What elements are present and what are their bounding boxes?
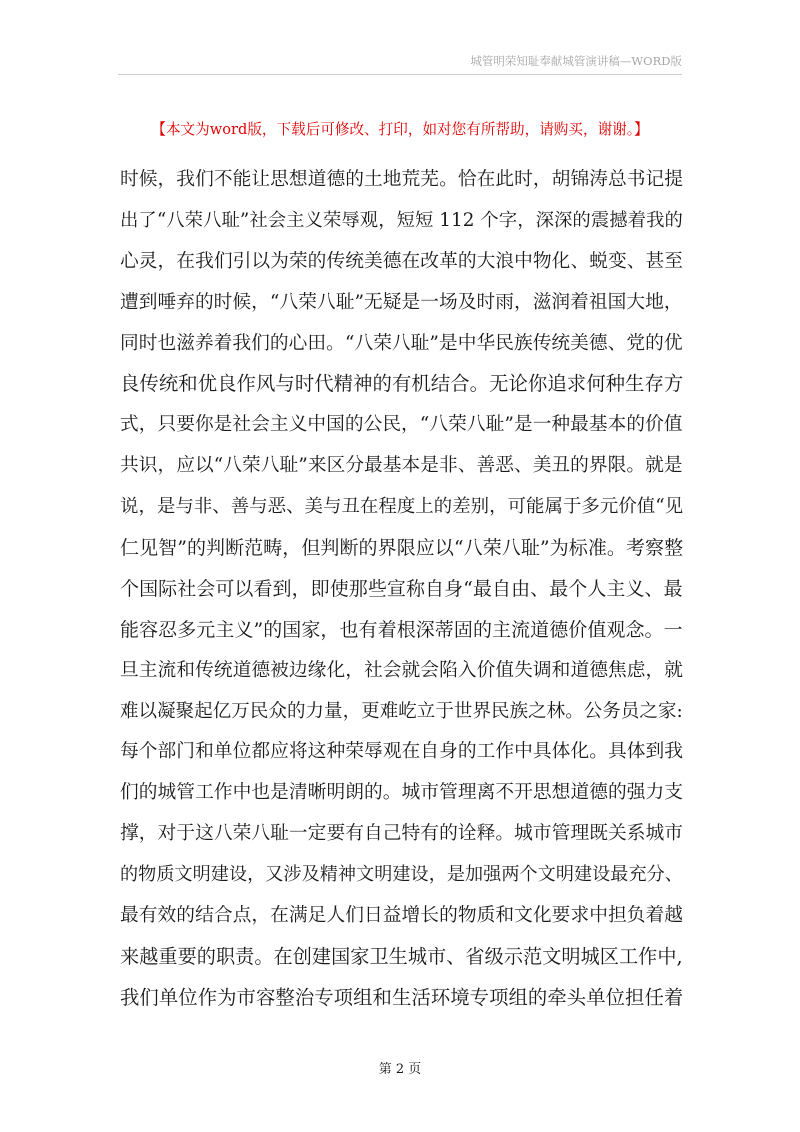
document-body xyxy=(120,160,683,1019)
header-divider xyxy=(118,74,682,75)
body-line: 式，只要你是社会主义中国的公民，“八荣八耻”是一种最基本的价值 xyxy=(120,414,683,436)
page-number: 第 2 页 xyxy=(378,1062,422,1077)
body-line: 个国际社会可以看到，即使那些宣称自身“最自由、最个人主义、最 xyxy=(120,577,683,600)
body-line: 共识，应以“八荣八耻”来区分最基本是非、善恶、美丑的界限。就是 xyxy=(120,455,683,477)
body-line: 出了“八荣八耻”社会主义荣辱观，短短 112 个字，深深的震撼着我的 xyxy=(120,209,683,231)
body-line: 难以凝聚起亿万民众的力量，更难屹立于世界民族之林。公务员之家: xyxy=(120,700,683,722)
body-line: 时候，我们不能让思想道德的土地荒芜。恰在此时，胡锦涛总书记提 xyxy=(120,169,684,190)
body-line: 心灵，在我们引以为荣的传统美德在改革的大浪中物化、蜕变、甚至 xyxy=(120,250,684,272)
body-line: 良传统和优良作风与时代精神的有机结合。无论你追求何种生存方 xyxy=(120,372,684,396)
body-line: 每个部门和单位都应将这种荣辱观在自身的工作中具体化。具体到我 xyxy=(120,741,684,763)
body-line: 说，是与非、善与恶、美与丑在程度上的差别，可能属于多元价值“见 xyxy=(120,496,684,518)
page-header-title: 城管明荣知耻奉献城管演讲稿—WORD版 xyxy=(470,54,682,68)
body-line: 仁见智”的判断范畴，但判断的界限应以“八荣八耻”为标准。考察整 xyxy=(120,537,684,560)
body-line: 最有效的结合点，在满足人们日益增长的物质和文化要求中担负着越 xyxy=(120,905,684,927)
body-line: 的物质文明建设，又涉及精神文明建设，是加强两个文明建设最充分、 xyxy=(120,864,683,886)
body-line: 来越重要的职责。在创建国家卫生城市、省级示范文明城区工作中, xyxy=(120,944,683,968)
body-line: 能容忍多元主义”的国家，也有着根深蒂固的主流道德价值观念。一 xyxy=(120,618,683,641)
purchase-notice: 【本文为word版，下载后可修改、打印，如对您有所帮助，请购买，谢谢。】 xyxy=(151,121,649,138)
body-line: 同时也滋养着我们的心田。“八荣八耻”是中华民族传统美德、党的优 xyxy=(120,332,683,354)
body-line: 我们单位作为市容整治专项组和生活环境专项组的牵头单位担任着 xyxy=(120,985,684,1009)
body-line: 们的城管工作中也是清晰明朗的。城市管理离不开思想道德的强力支 xyxy=(120,782,684,804)
body-line: 旦主流和传统道德被边缘化，社会就会陷入价值失调和道德焦虑，就 xyxy=(120,659,684,681)
body-line: 遭到唾弃的时候，“八荣八耻”无疑是一场及时雨，滋润着祖国大地， xyxy=(120,291,683,313)
body-line: 撑，对于这八荣八耻一定要有自己特有的诠释。城市管理既关系城市 xyxy=(120,823,684,845)
